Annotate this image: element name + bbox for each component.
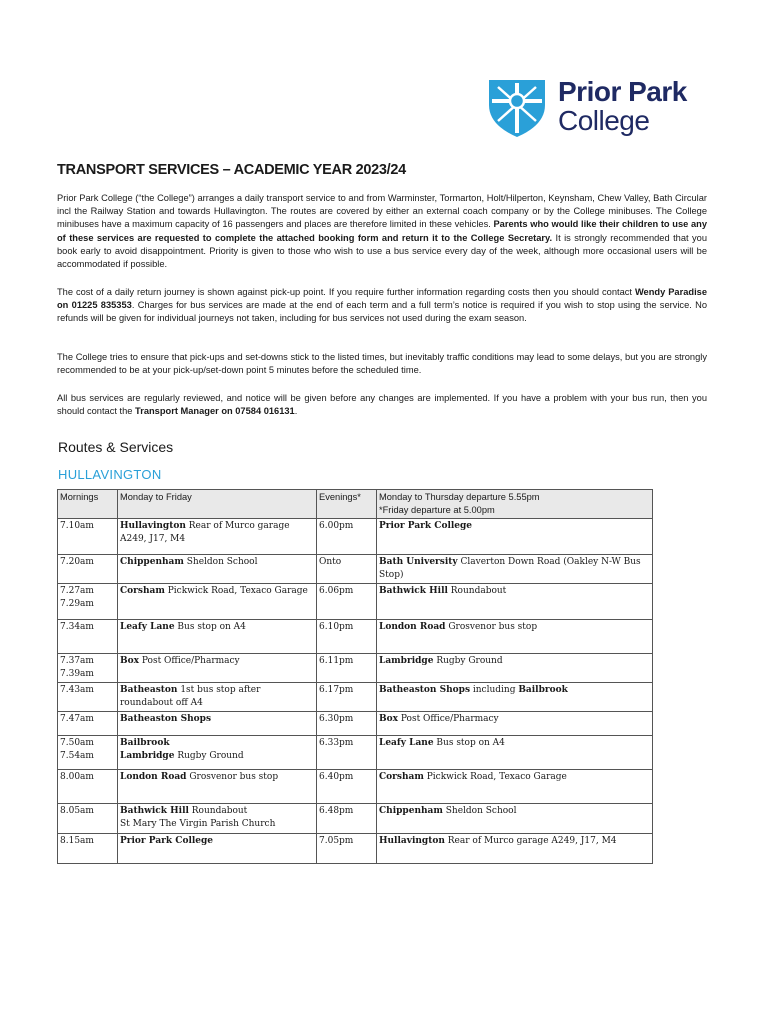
header-mornings: Mornings [58,490,118,519]
evening-time: 6.40pm [317,770,377,804]
timetable [57,489,653,864]
evening-stop: Box Post Office/Pharmacy [377,712,653,736]
morning-time: 8.15am [58,834,118,864]
morning-stop: Batheaston Shops [118,712,317,736]
evening-stop: Hullavington Rear of Murco garage A249, J17, M4 [377,834,653,864]
intro-paragraph: Prior Park College (“the College”) arranges a daily transport service to and from Warminster, Tormarton, Holt/Hilperton, Keynsham, Chew Valley, Bath Circular incl the Railway Station and towards Hullavington. The routes are covered by either an external coach company or by the College minibuses. The College minibuses have a maximum capacity of 16 passengers and places are therefore limited in these vehicles. Parents who would like their children to use any of these services are requested to complete the attached booking form and return it to the College Secretary. It is strongly recommended that you book early to avoid disappointment. Priority is given to those who wish to use a bus service every day of the week, although more occasional users will be accommodated if possible. [57,193,707,270]
page-title: TRANSPORT SERVICES – ACADEMIC YEAR 2023/24 [57,162,406,178]
evening-stop: Chippenham Sheldon School [377,804,653,834]
evening-time: 6.30pm [317,712,377,736]
morning-stop: Chippenham Sheldon School [118,555,317,584]
review-paragraph: All bus services are regularly reviewed, and notice will be given before any changes are implemented. If you have a problem with your bus run, then you should contact the Transport Manager on 07584 016131. [57,393,707,417]
table-row [58,712,653,736]
logo-text [558,77,687,135]
table-row [58,804,653,834]
college-logo [486,77,706,139]
evening-stop: London Road Grosvenor bus stop [377,620,653,654]
morning-time: 7.50am 7.54am [58,736,118,770]
evening-time: Onto [317,555,377,584]
contact-transport-manager: Transport Manager on 07584 016131 [135,406,295,417]
evening-time: 6.10pm [317,620,377,654]
evening-stop: Leafy Lane Bus stop on A4 [377,736,653,770]
morning-time: 7.47am [58,712,118,736]
morning-stop: Box Post Office/Pharmacy [118,654,317,683]
evening-stop: Lambridge Rugby Ground [377,654,653,683]
morning-stop-2: Lambridge Rugby Ground [120,751,244,761]
evening-stop: Bath University Claverton Down Road (Oakley N-W Bus Stop) [377,555,653,584]
contact-wendy: Wendy Paradise on 01225 835353 [57,287,707,311]
header-evenings: Evenings* [317,490,377,519]
morning-stop: Leafy Lane Bus stop on A4 [118,620,317,654]
table-row [58,555,653,584]
shield-logo-icon [486,77,548,139]
table-row [58,620,653,654]
morning-time: 7.37am 7.39am [58,654,118,683]
morning-time: 8.05am [58,804,118,834]
evening-time: 6.17pm [317,683,377,712]
header-monday-friday: Monday to Friday [118,490,317,519]
evening-time: 6.33pm [317,736,377,770]
morning-stop: Prior Park College [118,834,317,864]
table-row [58,683,653,712]
morning-time: 8.00am [58,770,118,804]
evening-stop: Bathwick Hill Roundabout [377,584,653,620]
table-row [58,584,653,620]
evening-time: 7.05pm [317,834,377,864]
table-header-row [58,490,653,519]
evening-time: 6.00pm [317,519,377,555]
morning-time: 7.10am [58,519,118,555]
header-evening-departures: Monday to Thursday departure 5.55pm *Friday departure at 5.00pm [377,490,653,519]
logo-line-2: College [558,105,650,136]
booking-instruction: Parents who would like their children to use any of these services are requested to complete the attached booking form and return it to the College Secretary. [57,219,707,243]
table-row [58,519,653,555]
evening-stop: Batheaston Shops including Bailbrook [377,683,653,712]
morning-time: 7.20am [58,555,118,584]
morning-time: 7.27am 7.29am [58,584,118,620]
evening-time: 6.48pm [317,804,377,834]
timing-paragraph: The College tries to ensure that pick-ups and set-downs stick to the listed times, but inevitably traffic conditions may lead to some delays, but you are strongly recommended to be at your pick-up/set-down point 5 minutes before the scheduled time. [57,352,707,376]
evening-stop: Prior Park College [377,519,653,555]
morning-stop: Hullavington Rear of Murco garage A249, J17, M4 [118,519,317,555]
table-row [58,736,653,770]
evening-stop: Corsham Pickwick Road, Texaco Garage [377,770,653,804]
logo-line-1: Prior Park [558,76,687,107]
cost-paragraph: The cost of a daily return journey is shown against pick-up point. If you require further information regarding costs then you should contact Wendy Paradise on 01225 835353. Charges for bus services are made at the end of each term and a full term’s notice is required if you wish to stop using the service. No refunds will be given for individual journeys not taken, including for bus services not used during the exam season. [57,287,707,324]
table-row [58,654,653,683]
morning-stop: Bathwick Hill Roundabout St Mary The Virgin Parish Church [118,804,317,834]
morning-time: 7.43am [58,683,118,712]
evening-time: 6.11pm [317,654,377,683]
morning-stop: Batheaston 1st bus stop after roundabout off A4 [118,683,317,712]
morning-stop: Bailbrook Lambridge Rugby Ground [118,736,317,770]
routes-heading: Routes & Services [58,439,174,455]
route-name: HULLAVINGTON [58,467,162,482]
table-row [58,834,653,864]
table-row [58,770,653,804]
morning-stop: London Road Grosvenor bus stop [118,770,317,804]
morning-time: 7.34am [58,620,118,654]
morning-stop: Corsham Pickwick Road, Texaco Garage [118,584,317,620]
evening-time: 6.06pm [317,584,377,620]
